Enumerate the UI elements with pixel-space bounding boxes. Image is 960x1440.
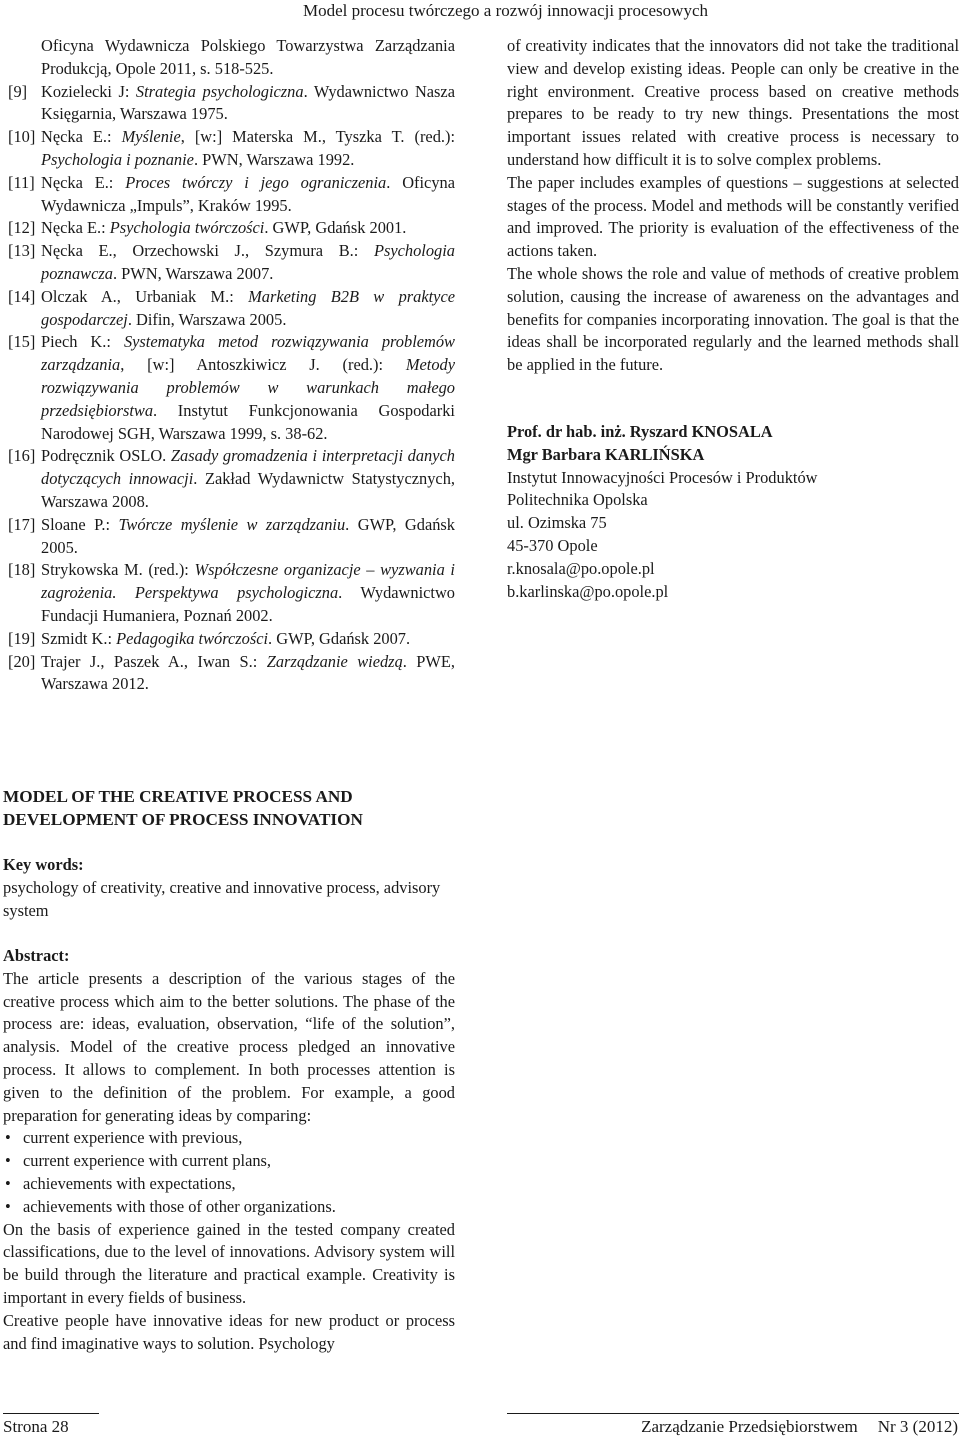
reference-text: . Oficyna Wydawnicza „Impuls”, Kraków 1995.	[41, 172, 455, 215]
footer-rule	[3, 1413, 99, 1414]
english-title: MODEL OF THE CREATIVE PROCESS AND DEVELOPMENT OF PROCESS INNOVATION	[3, 787, 363, 829]
abstract-paragraph: of creativity indicates that the innovators did not take the traditional view and develop existing ideas. People can only be creative in the right environment. Creative process based on creative methods prepares to be ready to try new things. Presentations the most important issues related with creative process is necessary to understand how difficult it is to solve complex problems.	[507, 36, 959, 169]
journal-name: Zarządzanie Przedsiębiorstwem	[641, 1417, 858, 1436]
reference-title: Zarządzanie wiedzą	[266, 651, 403, 671]
reference-title: Współczesne organizacje – wyzwania i zagrożenia. Perspektywa psychologiczna	[41, 560, 455, 603]
city-address: 45-370 Opole	[507, 535, 598, 555]
reference-text: Nęcka E., Orzechowski J., Szymura B.:	[41, 241, 374, 261]
reference-text: Szmidt K.:	[41, 628, 117, 648]
reference-text: Sloane P.:	[41, 514, 119, 534]
keywords-label: Key words:	[3, 855, 84, 874]
reference-text: . Zakład Wydawnictw Statystycznych, Warszawa 2008.	[41, 469, 455, 511]
institute: Instytut Innowacyjności Procesów i Produktów	[507, 467, 818, 487]
reference-text: Nęcka E.:	[41, 172, 126, 192]
reference-text: . GWP, Gdańsk 2001.	[264, 218, 407, 238]
reference-title: Zasady gromadzenia i interpretacji danych dotyczących innowacji	[41, 446, 455, 489]
abstract-continuation	[507, 35, 959, 377]
reference-text: . Wydawnictwo Fundacji Humaniera, Poznań 2002.	[41, 583, 455, 625]
footer-rule	[507, 1413, 959, 1414]
email-link[interactable]: r.knosala@po.opole.pl	[507, 558, 655, 578]
list-item: • achievements with expectations,	[3, 1173, 455, 1196]
reference-number: [11]	[8, 172, 35, 192]
reference-number: [18]	[8, 560, 36, 580]
running-header: Model procesu twórczego a rozwój innowacji procesowych	[302, 1, 708, 20]
reference-number: [12]	[8, 218, 36, 238]
reference-item	[3, 240, 455, 286]
reference-title: Pedagogika twórczości	[116, 628, 269, 648]
reference-text: Nęcka E.:	[41, 127, 122, 147]
reference-title: Strategia psychologiczna	[135, 81, 304, 101]
reference-item	[3, 126, 455, 172]
abstract-paragraph: On the basis of experience gained in the tested company created classifications, due to the level of innovations. Advisory system will be build through the literature and practical example. Creativity is important in every fields of business.	[3, 1219, 455, 1307]
reference-text: Piech K.:	[41, 332, 124, 352]
reference-item	[3, 81, 455, 127]
reference-text: . PWN, Warszawa 1992.	[193, 149, 355, 169]
comparison-list	[3, 1127, 455, 1218]
reference-text: Trajer J., Paszek A., Iwan S.:	[41, 651, 267, 671]
keywords-section	[3, 854, 455, 922]
keywords-text: psychology of creativity, creative and innovative process, advisory system	[3, 877, 441, 920]
reference-number: [15]	[8, 332, 36, 352]
reference-title: Psychologia poznawcza	[41, 241, 455, 283]
reference-number: [20]	[8, 651, 36, 671]
reference-title: Metody rozwiązywania problemów w warunkach małego przedsiębiorstwa	[41, 355, 455, 420]
journal-footer	[641, 1416, 958, 1438]
list-item: • achievements with those of other organizations.	[3, 1196, 455, 1219]
reference-text: Olczak A., Urbaniak M.:	[41, 286, 249, 306]
author-name: Prof. dr hab. inż. Ryszard KNOSALA	[507, 422, 773, 441]
reference-number: [17]	[8, 514, 36, 534]
reference-item	[3, 559, 455, 627]
reference-title: Myślenie	[121, 127, 181, 147]
author-block	[507, 421, 959, 603]
reference-item	[3, 651, 455, 697]
reference-title: Proces twórczy i jego ograniczenia	[125, 172, 387, 192]
list-item: • current experience with current plans,	[3, 1150, 455, 1173]
issue-number: Nr 3 (2012)	[877, 1417, 958, 1436]
reference-item	[3, 286, 455, 332]
reference-text: . Difin, Warszawa 2005.	[127, 309, 287, 329]
abstract-paragraph: The article presents a description of the various stages of the creative process which aim to the better solutions. The phase of the process are: ideas, evaluation, observation, “life of the solution”, analysis. Model of the creative process pledged an innovative process. It allows to complement. In both processes attention is given to the definition of the problem. For example, a good preparation for generating ideas by comparing:	[3, 968, 455, 1125]
reference-text: . GWP, Gdańsk 2005.	[41, 514, 455, 557]
reference-number: [14]	[8, 286, 36, 306]
reference-item	[3, 172, 455, 218]
reference-number: [10]	[8, 127, 36, 147]
reference-item	[3, 331, 455, 445]
reference-text: . PWE, Warszawa 2012.	[41, 651, 455, 694]
reference-item	[3, 514, 455, 560]
abstract-section	[3, 945, 455, 1355]
reference-title: Marketing B2B w praktyce gospodarczej	[41, 286, 455, 329]
email-link[interactable]: b.karlinska@po.opole.pl	[507, 581, 669, 601]
reference-number: [9]	[8, 81, 28, 101]
reference-number: [13]	[8, 241, 36, 261]
reference-item	[3, 445, 455, 513]
reference-text: . Wydawnictwo Nasza Księgarnia, Warszawa 1975.	[41, 81, 455, 124]
reference-text: Podręcznik OSLO.	[41, 446, 171, 466]
reference-text: Nęcka E.:	[41, 218, 110, 238]
reference-text: . PWN, Warszawa 2007.	[112, 263, 274, 283]
abstract-paragraph: The whole shows the role and value of methods of creative problem solution, causing the increase of awareness on the advantages and benefits for companies incorporating innovation. The goal is that the ideas shall be incorporated regularly and the learned methods shall be applied in the future.	[507, 263, 959, 375]
reference-list	[3, 35, 455, 696]
page-number: Strona 28	[3, 1417, 69, 1436]
reference-text: , [w:] Antoszkiwicz J. (red.):	[120, 355, 406, 375]
university: Politechnika Opolska	[507, 490, 648, 510]
reference-item	[3, 35, 455, 81]
reference-text: Oficyna Wydawnicza Polskiego Towarzystwa Zarządzania Produkcją, Opole 2011, s. 518-525.	[41, 36, 455, 78]
reference-text: , [w:] Materska M., Tyszka T. (red.):	[180, 127, 455, 147]
reference-title: Psychologia twórczości	[109, 218, 265, 238]
reference-text: . GWP, Gdańsk 2007.	[268, 628, 411, 648]
reference-item	[3, 628, 455, 651]
reference-item	[3, 217, 455, 240]
abstract-label: Abstract:	[3, 946, 70, 965]
reference-number: [16]	[8, 446, 36, 466]
list-item: • current experience with previous,	[3, 1127, 455, 1150]
abstract-paragraph: The paper includes examples of questions – suggestions at selected stages of the process. Model and methods will be constantly verified and improved. The priority is evaluation of the effectiveness of the actions taken.	[507, 172, 959, 261]
reference-number: [19]	[8, 628, 36, 648]
abstract-paragraph: Creative people have innovative ideas for new product or process and find imaginative ways to solution. Psychology	[3, 1310, 455, 1353]
reference-text: Kozielecki J:	[41, 81, 136, 101]
reference-title: Twórcze myślenie w zarządzaniu	[118, 514, 346, 534]
reference-text: Strykowska M. (red.):	[41, 560, 195, 580]
reference-text: . Instytut Funkcjonowania Gospodarki Narodowej SGH, Warszawa 1999, s. 38-62.	[41, 400, 455, 443]
reference-title: Systematyka metod rozwiązywania problemów zarządzania	[41, 332, 455, 375]
street-address: ul. Ozimska 75	[507, 513, 607, 533]
reference-title: Psychologia i poznanie	[41, 149, 194, 169]
author-name: Mgr Barbara KARLIŃSKA	[507, 444, 705, 464]
